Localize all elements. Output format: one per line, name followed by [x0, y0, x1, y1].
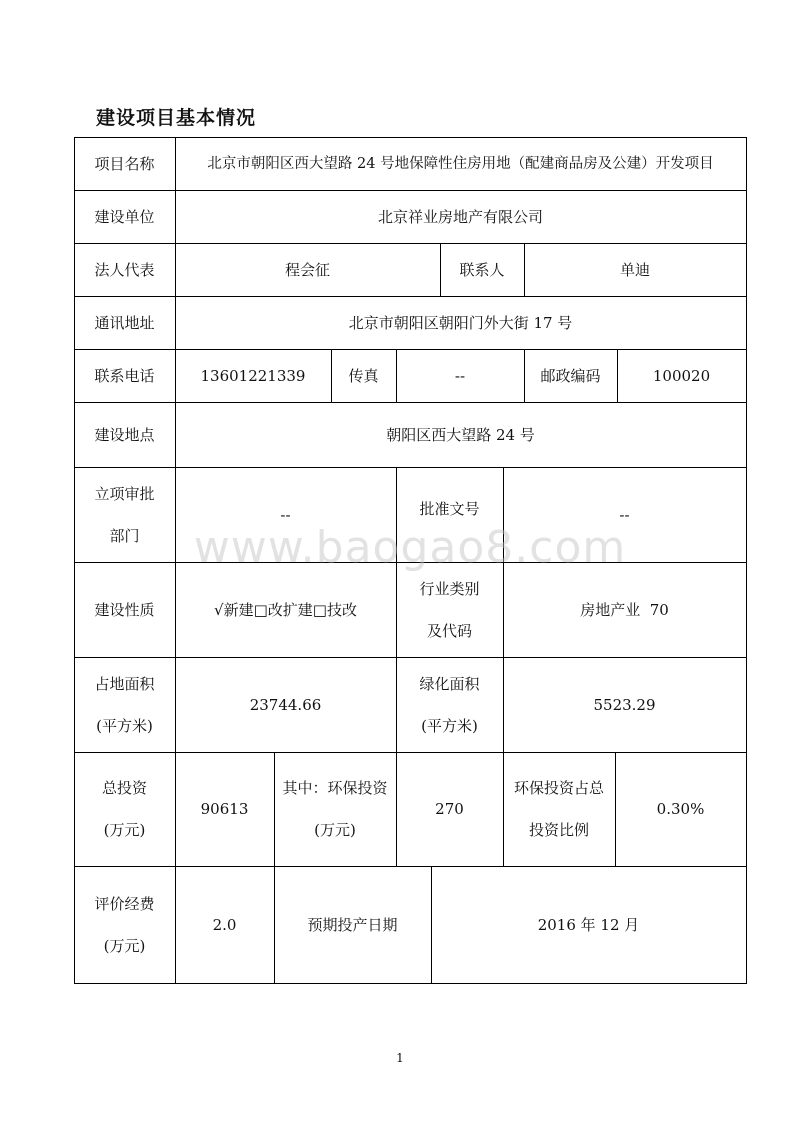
legal-rep-value: 程会征 — [284, 260, 330, 279]
project-name-label: 项目名称 — [94, 154, 155, 173]
zip-label: 邮政编码 — [540, 366, 601, 385]
table-row-project-name — [74, 137, 746, 190]
contact-label: 联系人 — [459, 260, 505, 279]
phone-label: 联系电话 — [94, 366, 155, 385]
green-area-label-line2: (平方米) — [421, 716, 478, 735]
production-date-label: 预期投产日期 — [307, 915, 398, 934]
env-investment-label-line2: (万元) — [314, 821, 356, 839]
table-row-address — [74, 296, 746, 349]
investment-label-line1: 总投资 — [101, 779, 147, 797]
fax-label: 传真 — [348, 366, 379, 385]
contact-value: 单迪 — [619, 260, 650, 279]
fax-value: -- — [454, 366, 466, 385]
table-row-nature — [74, 562, 746, 657]
address-value: 北京市朝阳区朝阳门外大街 17 号 — [348, 313, 573, 332]
evaluation-label-line1: 评价经费 — [94, 894, 155, 913]
evaluation-value: 2.0 — [212, 915, 237, 934]
zip-value: 100020 — [652, 366, 711, 385]
approval-label — [74, 467, 175, 562]
builder-value: 北京祥业房地产有限公司 — [377, 207, 543, 226]
evaluation-label — [74, 866, 175, 983]
green-area-label — [396, 657, 503, 752]
page-title: 建设项目基本情况 — [96, 107, 257, 129]
table-row-land-area — [74, 657, 746, 752]
env-investment-value: 270 — [435, 800, 464, 818]
approval-label-line1: 立项审批 — [94, 484, 155, 503]
nature-value: √新建□改扩建□技改 — [214, 600, 357, 619]
industry-label-line1: 行业类别 — [419, 579, 480, 598]
location-value: 朝阳区西大望路 24 号 — [386, 425, 535, 444]
legal-rep-label: 法人代表 — [94, 260, 155, 279]
table-row-investment — [74, 752, 746, 866]
env-investment-label-line1: 其中：环保投资 — [282, 779, 388, 797]
green-area-label-line1: 绿化面积 — [419, 674, 480, 693]
address-label: 通讯地址 — [94, 313, 155, 332]
investment-value: 90613 — [200, 800, 249, 818]
project-name-value: 北京市朝阳区西大望路 24 号地保障性住房用地（配建商品房及公建）开发项目 — [207, 155, 714, 172]
page-number: 1 — [396, 1051, 404, 1065]
table-row-location — [74, 402, 746, 467]
evaluation-label-line2: (万元) — [103, 936, 146, 955]
table-rule — [74, 983, 747, 984]
watermark: www.baogao8.com — [193, 522, 627, 573]
approval-label-line2: 部门 — [109, 526, 140, 545]
location-label: 建设地点 — [94, 425, 155, 444]
nature-label: 建设性质 — [94, 600, 155, 619]
land-area-label — [74, 657, 175, 752]
env-ratio-label-line1: 环保投资占总 — [513, 779, 604, 797]
land-area-label-line2: (平方米) — [96, 716, 153, 735]
table-row-legal-rep — [74, 243, 746, 296]
env-ratio-value: 0.30% — [656, 800, 705, 818]
industry-label — [396, 562, 503, 657]
land-area-value: 23744.66 — [249, 695, 322, 714]
approval-doc-value: -- — [619, 505, 630, 524]
env-ratio-label — [503, 752, 615, 866]
phone-value: 13601221339 — [200, 366, 306, 385]
table-row-evaluation — [74, 866, 746, 983]
investment-label — [74, 752, 175, 866]
table-row-builder — [74, 190, 746, 243]
industry-value: 房地产业 70 — [580, 600, 669, 619]
land-area-label-line1: 占地面积 — [94, 674, 155, 693]
approval-doc-label: 批准文号 — [419, 500, 480, 518]
investment-label-line2: (万元) — [103, 821, 146, 839]
builder-label: 建设单位 — [94, 207, 155, 226]
table-border-right — [746, 137, 747, 984]
green-area-value: 5523.29 — [593, 695, 656, 714]
production-date-value: 2016 年 12 月 — [537, 915, 640, 934]
industry-label-line2: 及代码 — [426, 621, 472, 640]
env-ratio-label-line2: 投资比例 — [528, 821, 589, 839]
table-row-approval — [74, 467, 746, 562]
approval-value: -- — [280, 505, 291, 524]
env-investment-label — [274, 752, 396, 866]
table-row-phone — [74, 349, 746, 402]
